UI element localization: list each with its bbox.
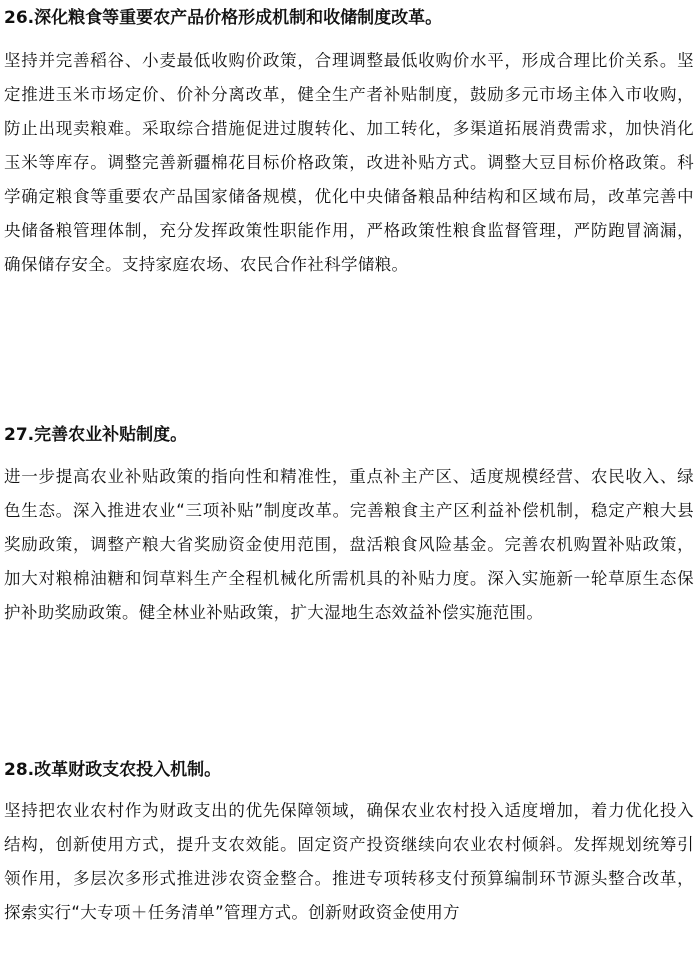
section-body-26: 坚持并完善稻谷、小麦最低收购价政策，合理调整最低收购价水平，形成合理比价关系。坚定推进玉米市场定价、价补分离改革，健全生产者补贴制度，鼓励多元市场主体入市收购，防止出现卖粮难。采取综合措施促进过腹转化、加工转化，多渠道拓展消费需求，加快消化玉米等库存。调整完善新疆棉花目标价格政策，改进补贴方式。调整大豆目标价格政策。科学确定粮食等重要农产品国家储备规模，优化中央储备粮品种结构和区域布局，改革完善中央储备粮管理体制，充分发挥政策性职能作用，严格政策性粮食监督管理，严防跑冒滴漏，确保储存安全。支持家庭农场、农民合作社科学储粮。 [4,51,694,274]
section-26 [4,6,694,282]
section-title-27: 27.完善农业补贴制度。 [4,425,188,445]
section-title-26: 26.深化粮食等重要农产品价格形成机制和收储制度改革。 [4,8,443,28]
section-body-27: 进一步提高农业补贴政策的指向性和精准性，重点补主产区、适度规模经营、农民收入、绿色生态。深入推进农业“三项补贴”制度改革。完善粮食主产区利益补偿机制，稳定产粮大县奖励政策，调整产粮大省奖励资金使用范围，盘活粮食风险基金。完善农机购置补贴政策，加大对粮棉油糖和饲草料生产全程机械化所需机具的补贴力度。深入实施新一轮草原生态保护补助奖励政策。健全林业补贴政策，扩大湿地生态效益补偿实施范围。 [4,467,694,622]
section-28 [4,758,694,930]
section-body-28: 坚持把农业农村作为财政支出的优先保障领域，确保农业农村投入适度增加，着力优化投入结构，创新使用方式，提升支农效能。固定资产投资继续向农业农村倾斜。发挥规划统筹引领作用，多层次多形式推进涉农资金整合。推进专项转移支付预算编制环节源头整合改革，探索实行“大专项＋任务清单”管理方式。创新财政资金使用方 [4,801,694,922]
section-title-28: 28.改革财政支农投入机制。 [4,760,222,780]
section-27 [4,423,694,630]
